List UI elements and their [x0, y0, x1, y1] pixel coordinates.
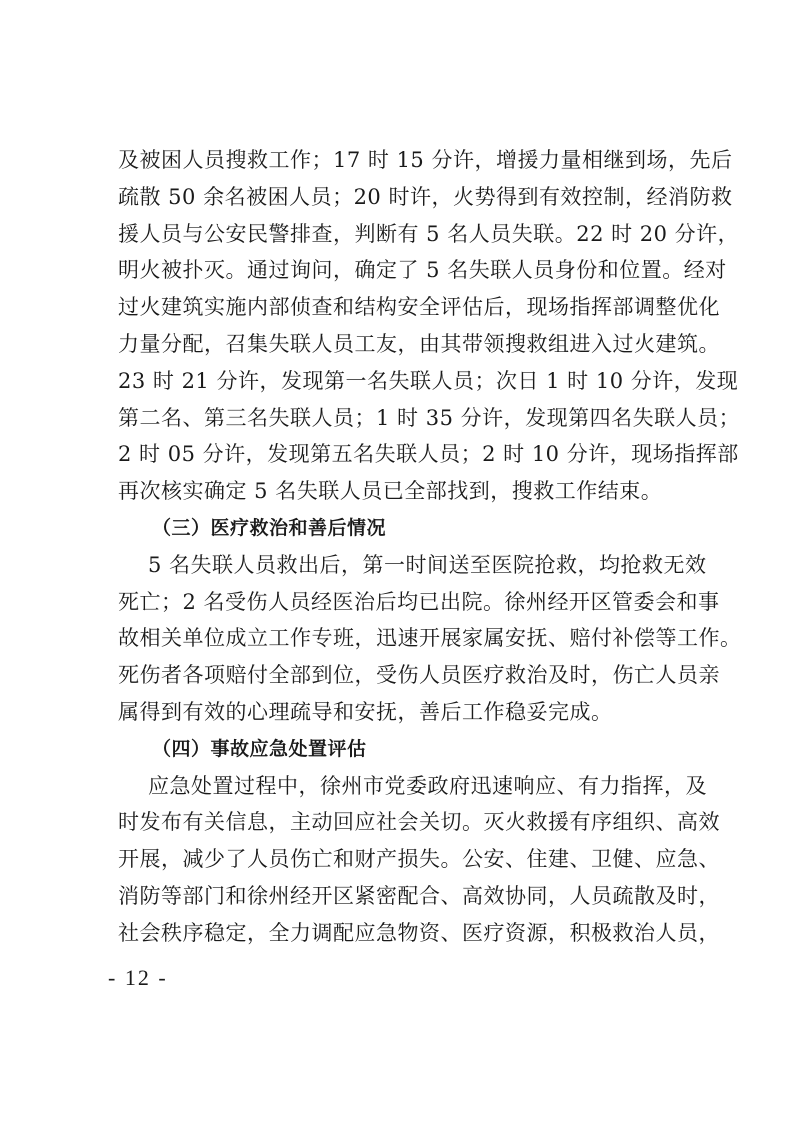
- text-line: 过火建筑实施内部侦查和结构安全评估后，现场指挥部调整优化: [118, 295, 720, 320]
- text-line: 第二名、第三名失联人员；1 时 35 分许，发现第四名失联人员；: [118, 405, 741, 430]
- text-line: 2 时 05 分许，发现第五名失联人员；2 时 10 分许，现场指挥部: [118, 442, 739, 467]
- text-line: 力量分配，召集失联人员工友，由其带领搜救组进入过火建筑。: [118, 331, 720, 356]
- text-line: 应急处置过程中，徐州市党委政府迅速响应、有力指挥，及: [148, 773, 707, 798]
- section-heading-emergency-assessment: （四）事故应急处置评估: [152, 737, 367, 760]
- section-heading-medical-treatment: （三）医疗救治和善后情况: [152, 516, 387, 539]
- text-line: 及被困人员搜救工作；17 时 15 分许，增援力量相继到场，先后: [118, 148, 733, 172]
- paragraph-rescue-process: [118, 142, 741, 510]
- text-line: 疏散 50 余名被困人员；20 时许，火势得到有效控制，经消防救: [118, 184, 733, 209]
- text-line: 死亡；2 名受伤人员经医治后均已出院。徐州经开区管委会和事: [118, 589, 720, 614]
- text-line: 5 名失联人员救出后，第一时间送至医院抢救，均抢救无效: [148, 552, 707, 577]
- text-line: 死伤者各项赔付全部到位，受伤人员医疗救治及时，伤亡人员亲: [118, 663, 720, 688]
- page-number: - 12 -: [108, 965, 168, 990]
- text-line: 再次核实确定 5 名失联人员已全部找到，搜救工作结束。: [118, 479, 663, 504]
- text-line: 社会秩序稳定，全力调配应急物资、医疗资源，积极救治人员，: [118, 920, 720, 945]
- text-line: 故相关单位成立工作专班，迅速开展家属安抚、赔付补偿等工作。: [118, 626, 742, 651]
- text-line: 消防等部门和徐州经开区紧密配合、高效协同，人员疏散及时，: [118, 883, 720, 908]
- text-line: 援人员与公安民警排查，判断有 5 名人员失联。22 时 20 分许，: [118, 221, 740, 246]
- document-body: [118, 142, 742, 952]
- text-line: 明火被扑灭。通过询问，确定了 5 名失联人员身份和位置。经对: [118, 258, 727, 283]
- text-line: 属得到有效的心理疏导和安抚，善后工作稳妥完成。: [118, 699, 613, 724]
- paragraph-emergency-assessment: [118, 768, 720, 952]
- text-line: 时发布有关信息，主动回应社会关切。灭火救援有序组织、高效: [118, 810, 720, 835]
- paragraph-medical-aftermath: [118, 547, 742, 731]
- text-line: 23 时 21 分许，发现第一名失联人员；次日 1 时 10 分许，发现: [118, 368, 739, 393]
- text-line: 开展，减少了人员伤亡和财产损失。公安、住建、卫健、应急、: [118, 847, 720, 872]
